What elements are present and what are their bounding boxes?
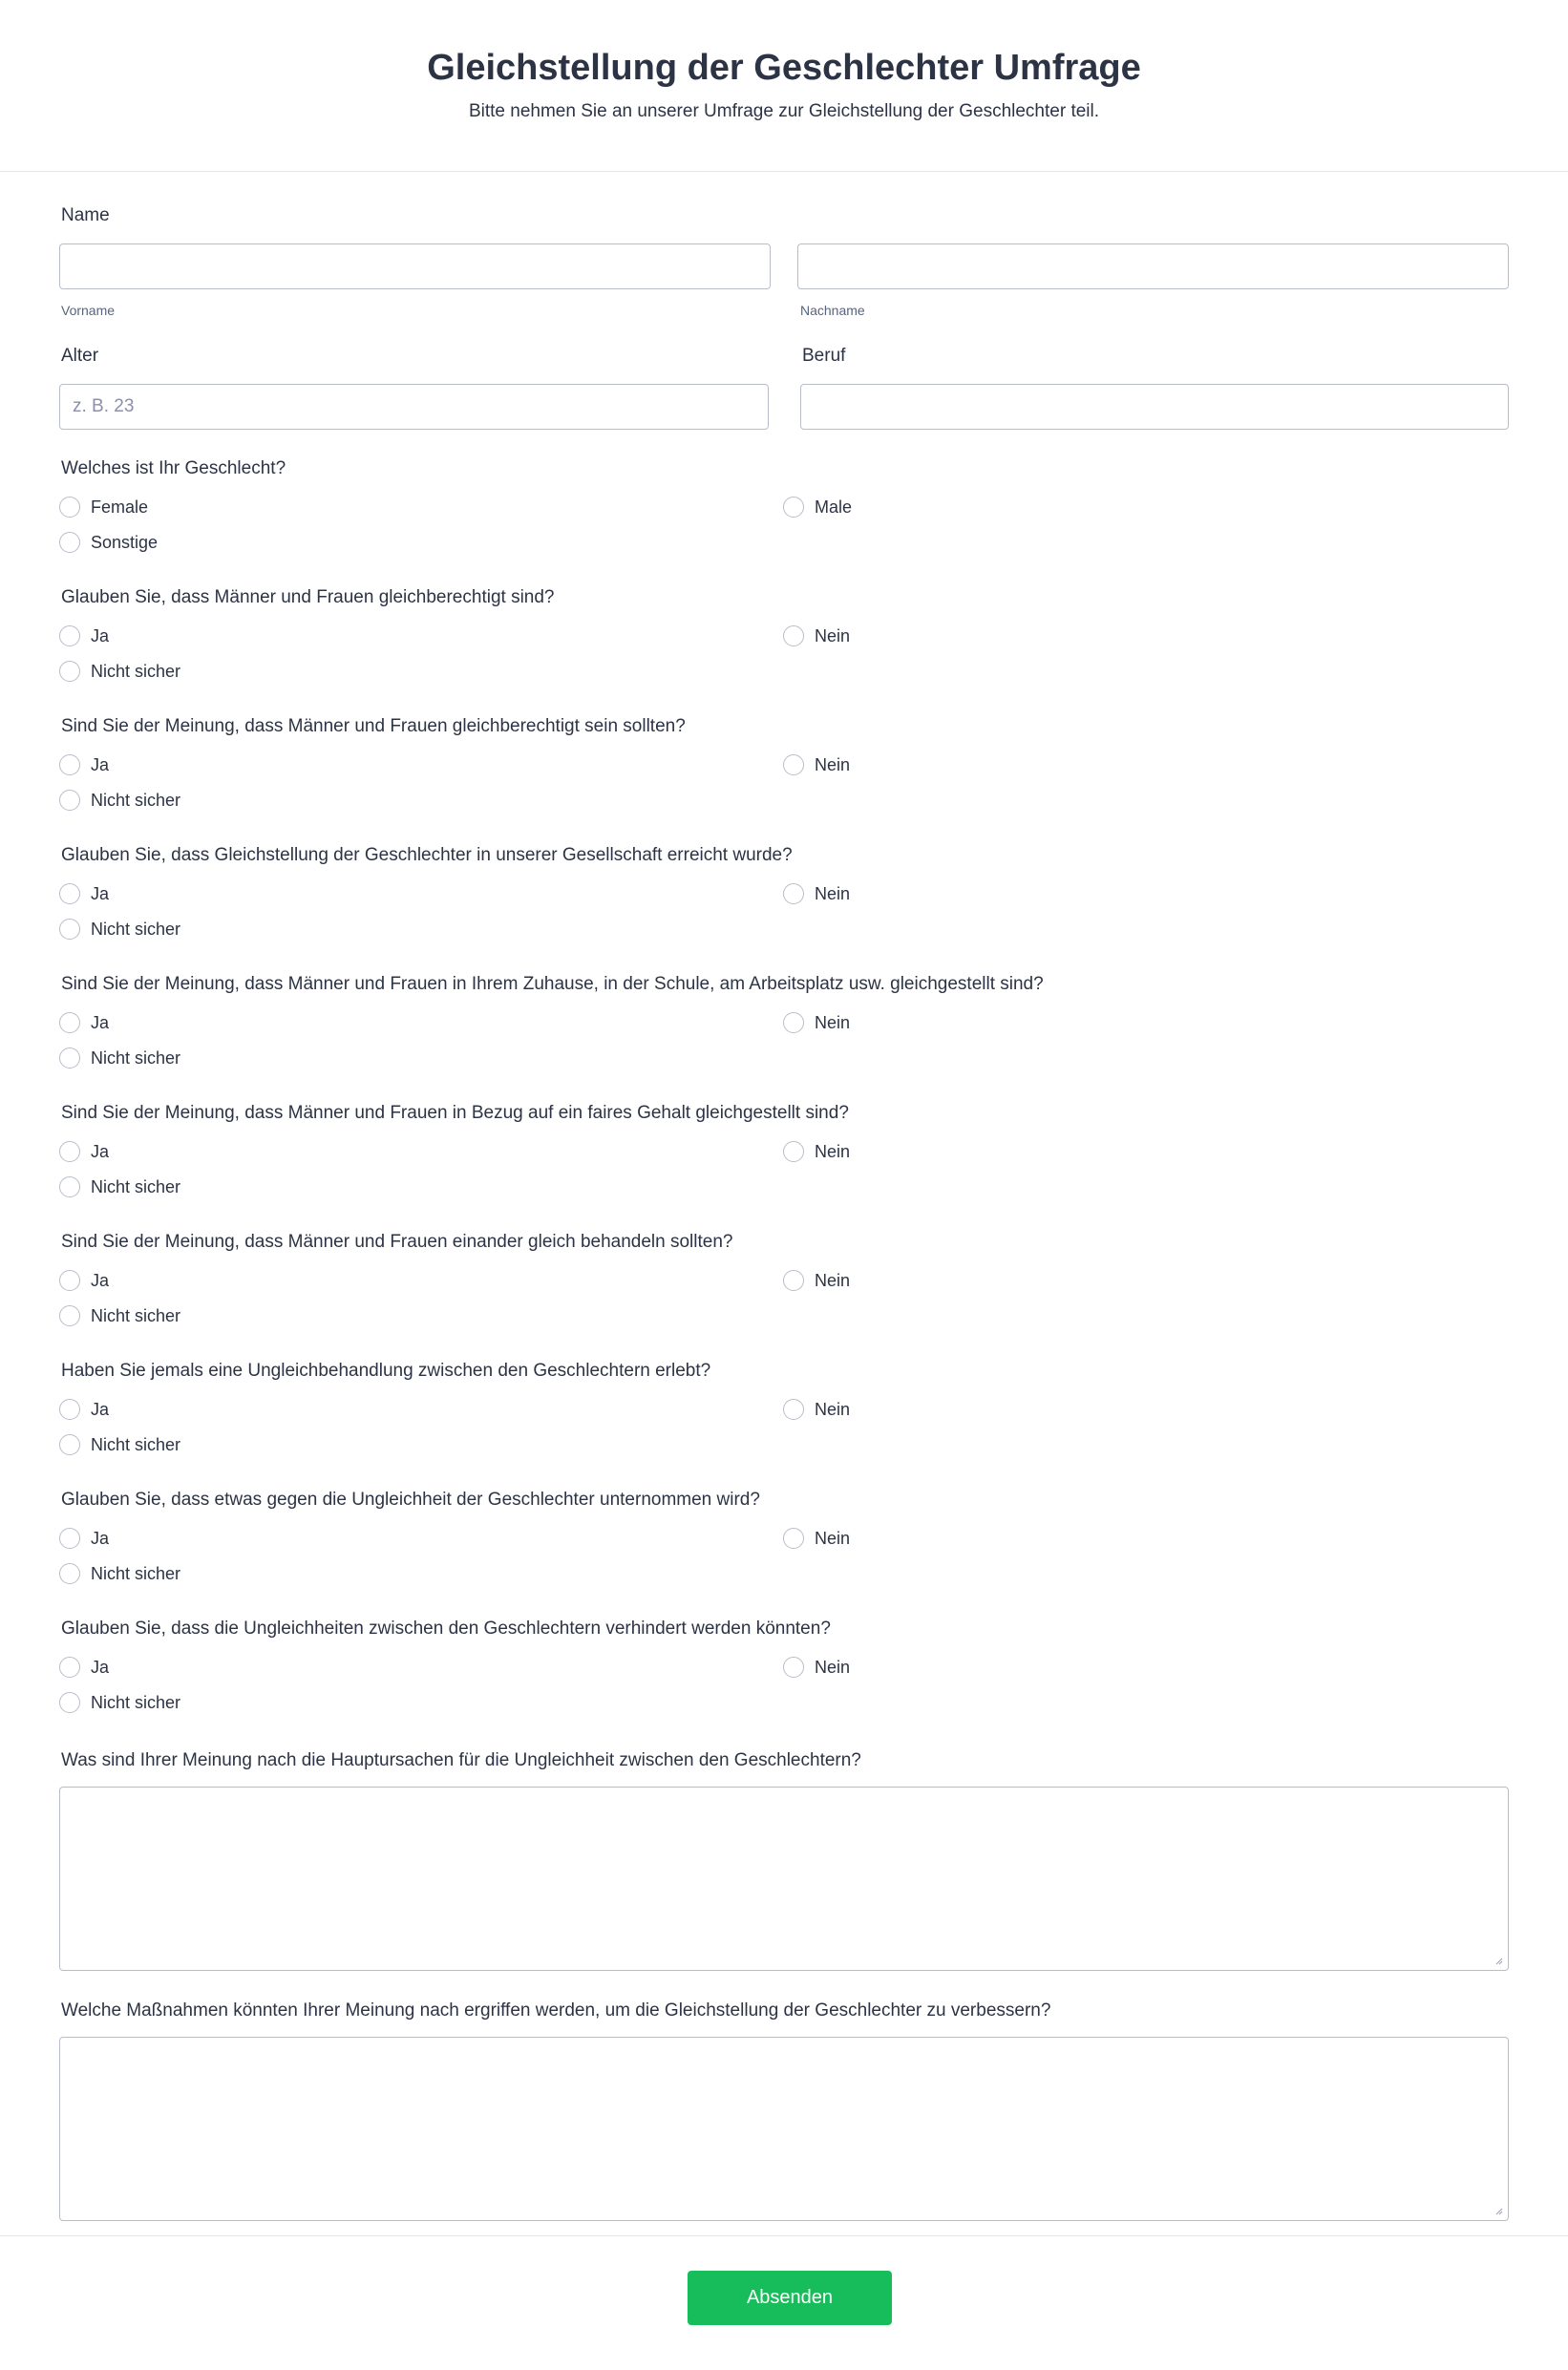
causes-textarea[interactable] bbox=[59, 1787, 1509, 1971]
radio-option-label: Nein bbox=[815, 1657, 851, 1677]
radio-button[interactable] bbox=[59, 1270, 80, 1291]
question-label: Glauben Sie, dass etwas gegen die Ungleichheit der Geschlechter unternommen wird? bbox=[61, 1490, 760, 1510]
radio-option[interactable] bbox=[59, 1655, 109, 1680]
radio-option[interactable] bbox=[783, 1397, 850, 1422]
resize-grip-icon[interactable] bbox=[1494, 2206, 1503, 2215]
radio-option-label: Nicht sicher bbox=[91, 1176, 181, 1196]
radio-button[interactable] bbox=[59, 1012, 80, 1033]
radio-option-label: Ja bbox=[91, 1528, 110, 1548]
radio-question bbox=[0, 845, 1568, 974]
radio-question bbox=[0, 458, 1568, 587]
radio-option[interactable] bbox=[783, 1526, 850, 1551]
radio-button[interactable] bbox=[783, 1528, 804, 1549]
radio-button[interactable] bbox=[783, 1399, 804, 1420]
radio-option-label: Ja bbox=[91, 1141, 110, 1161]
radio-option[interactable] bbox=[59, 1561, 180, 1586]
radio-option-label: Sonstige bbox=[91, 532, 159, 552]
radio-option-label: Nein bbox=[815, 625, 851, 645]
resize-grip-icon[interactable] bbox=[1494, 1956, 1503, 1965]
radio-option-label: Ja bbox=[91, 1270, 110, 1290]
radio-button[interactable] bbox=[59, 1434, 80, 1455]
question-label: Glauben Sie, dass Männer und Frauen gleichberechtigt sind? bbox=[61, 587, 555, 607]
radio-option-label: Nicht sicher bbox=[91, 1434, 181, 1454]
radio-option-label: Ja bbox=[91, 883, 110, 903]
radio-option[interactable] bbox=[783, 495, 852, 519]
radio-option[interactable] bbox=[59, 881, 109, 906]
radio-button[interactable] bbox=[59, 790, 80, 811]
radio-button[interactable] bbox=[59, 661, 80, 682]
radio-option-label: Ja bbox=[91, 754, 110, 774]
radio-question bbox=[0, 716, 1568, 845]
radio-option-label: Nein bbox=[815, 1399, 851, 1419]
radio-option-label: Nicht sicher bbox=[91, 919, 181, 939]
radio-question bbox=[0, 1490, 1568, 1619]
radio-option-label: Female bbox=[91, 497, 149, 517]
radio-option-label: Nein bbox=[815, 883, 851, 903]
measures-question-label: Welche Maßnahmen könnten Ihrer Meinung nach ergriffen werden, um die Gleichstellung der Geschlechter zu verbessern? bbox=[61, 2000, 1051, 2021]
radio-option-label: Ja bbox=[91, 1012, 110, 1032]
radio-option[interactable] bbox=[59, 1046, 180, 1070]
measures-textarea[interactable] bbox=[59, 2037, 1509, 2221]
radio-button[interactable] bbox=[783, 1012, 804, 1033]
radio-button[interactable] bbox=[59, 1657, 80, 1678]
radio-question bbox=[0, 1103, 1568, 1232]
question-label: Glauben Sie, dass Gleichstellung der Geschlechter in unserer Gesellschaft erreicht wurde? bbox=[61, 845, 793, 865]
radio-option[interactable] bbox=[59, 530, 158, 555]
radio-button[interactable] bbox=[59, 1305, 80, 1326]
radio-option-label: Nicht sicher bbox=[91, 1305, 181, 1325]
radio-option-label: Nein bbox=[815, 1528, 851, 1548]
radio-option[interactable] bbox=[59, 752, 109, 777]
radio-option[interactable] bbox=[59, 495, 148, 519]
radio-question bbox=[0, 587, 1568, 716]
radio-option[interactable] bbox=[59, 1397, 109, 1422]
radio-option[interactable] bbox=[783, 624, 850, 648]
radio-option-label: Nicht sicher bbox=[91, 1692, 181, 1712]
radio-option-label: Ja bbox=[91, 1657, 110, 1677]
radio-option[interactable] bbox=[59, 1010, 109, 1035]
age-input[interactable] bbox=[59, 384, 769, 430]
radio-option-label: Nicht sicher bbox=[91, 790, 181, 810]
radio-option[interactable] bbox=[59, 1268, 109, 1293]
job-input[interactable] bbox=[800, 384, 1509, 430]
radio-option[interactable] bbox=[59, 1432, 180, 1457]
question-label: Glauben Sie, dass die Ungleichheiten zwischen den Geschlechtern verhindert werden könnten? bbox=[61, 1619, 831, 1639]
last-name-sublabel: Nachname bbox=[800, 303, 865, 318]
form-header bbox=[0, 0, 1568, 172]
radio-button[interactable] bbox=[59, 497, 80, 518]
causes-question-label: Was sind Ihrer Meinung nach die Hauptursachen für die Ungleichheit zwischen den Geschlechtern? bbox=[61, 1750, 861, 1770]
radio-button[interactable] bbox=[59, 1528, 80, 1549]
question-label: Sind Sie der Meinung, dass Männer und Frauen einander gleich behandeln sollten? bbox=[61, 1232, 733, 1252]
radio-option[interactable] bbox=[59, 1690, 180, 1715]
radio-button[interactable] bbox=[59, 532, 80, 553]
submit-button[interactable]: Absenden bbox=[688, 2271, 892, 2325]
radio-option-label: Nein bbox=[815, 1270, 851, 1290]
radio-option-label: Nein bbox=[815, 1012, 851, 1032]
form-subtitle: Bitte nehmen Sie an unserer Umfrage zur Gleichstellung der Geschlechter teil. bbox=[468, 101, 1100, 121]
radio-option-label: Ja bbox=[91, 1399, 110, 1419]
question-label: Sind Sie der Meinung, dass Männer und Frauen in Bezug auf ein faires Gehalt gleichgestellt sind? bbox=[61, 1103, 849, 1123]
radio-button[interactable] bbox=[783, 497, 804, 518]
radio-option[interactable] bbox=[59, 624, 109, 648]
radio-option[interactable] bbox=[59, 1303, 180, 1328]
form-title: Gleichstellung der Geschlechter Umfrage bbox=[427, 48, 1141, 88]
radio-button[interactable] bbox=[59, 1141, 80, 1162]
radio-option-label: Nein bbox=[815, 1141, 851, 1161]
radio-button[interactable] bbox=[783, 625, 804, 646]
radio-button[interactable] bbox=[783, 1141, 804, 1162]
form-footer bbox=[0, 2235, 1568, 2370]
last-name-input[interactable] bbox=[797, 243, 1509, 289]
job-label: Beruf bbox=[802, 346, 846, 366]
radio-button[interactable] bbox=[783, 1270, 804, 1291]
radio-question bbox=[0, 974, 1568, 1103]
radio-button[interactable] bbox=[59, 1047, 80, 1069]
radio-option[interactable] bbox=[59, 1526, 109, 1551]
radio-option-label: Nicht sicher bbox=[91, 661, 181, 681]
radio-option-label: Ja bbox=[91, 625, 110, 645]
radio-button[interactable] bbox=[59, 1692, 80, 1713]
question-label: Sind Sie der Meinung, dass Männer und Frauen gleichberechtigt sein sollten? bbox=[61, 716, 686, 736]
radio-option[interactable] bbox=[59, 1139, 109, 1164]
radio-option[interactable] bbox=[783, 881, 850, 906]
radio-button[interactable] bbox=[59, 754, 80, 775]
radio-button[interactable] bbox=[783, 1657, 804, 1678]
radio-option[interactable] bbox=[59, 788, 180, 813]
radio-option-label: Male bbox=[815, 497, 853, 517]
radio-option-label: Nein bbox=[815, 754, 851, 774]
radio-button[interactable] bbox=[59, 625, 80, 646]
question-label: Sind Sie der Meinung, dass Männer und Frauen in Ihrem Zuhause, in der Schule, am Arbeitsplatz usw. gleichgestellt sind? bbox=[61, 974, 1044, 994]
radio-option[interactable] bbox=[783, 1268, 850, 1293]
name-label: Name bbox=[61, 205, 110, 225]
first-name-sublabel: Vorname bbox=[61, 303, 116, 318]
radio-button[interactable] bbox=[59, 883, 80, 904]
radio-question bbox=[0, 1232, 1568, 1361]
radio-option[interactable] bbox=[783, 752, 850, 777]
radio-option[interactable] bbox=[59, 1174, 180, 1199]
radio-question bbox=[0, 1361, 1568, 1490]
radio-option[interactable] bbox=[783, 1655, 850, 1680]
first-name-input[interactable] bbox=[59, 243, 771, 289]
radio-option[interactable] bbox=[59, 917, 180, 942]
age-label: Alter bbox=[61, 346, 99, 366]
radio-option[interactable] bbox=[783, 1010, 850, 1035]
radio-button[interactable] bbox=[783, 754, 804, 775]
question-label: Welches ist Ihr Geschlecht? bbox=[61, 458, 286, 478]
radio-option[interactable] bbox=[59, 659, 180, 684]
radio-option-label: Nicht sicher bbox=[91, 1563, 181, 1583]
radio-option[interactable] bbox=[783, 1139, 850, 1164]
question-label: Haben Sie jemals eine Ungleichbehandlung zwischen den Geschlechtern erlebt? bbox=[61, 1361, 711, 1381]
radio-option-label: Nicht sicher bbox=[91, 1047, 181, 1068]
radio-button[interactable] bbox=[59, 1563, 80, 1584]
radio-button[interactable] bbox=[783, 883, 804, 904]
radio-button[interactable] bbox=[59, 1176, 80, 1197]
radio-question bbox=[0, 1619, 1568, 1747]
radio-button[interactable] bbox=[59, 919, 80, 940]
radio-button[interactable] bbox=[59, 1399, 80, 1420]
